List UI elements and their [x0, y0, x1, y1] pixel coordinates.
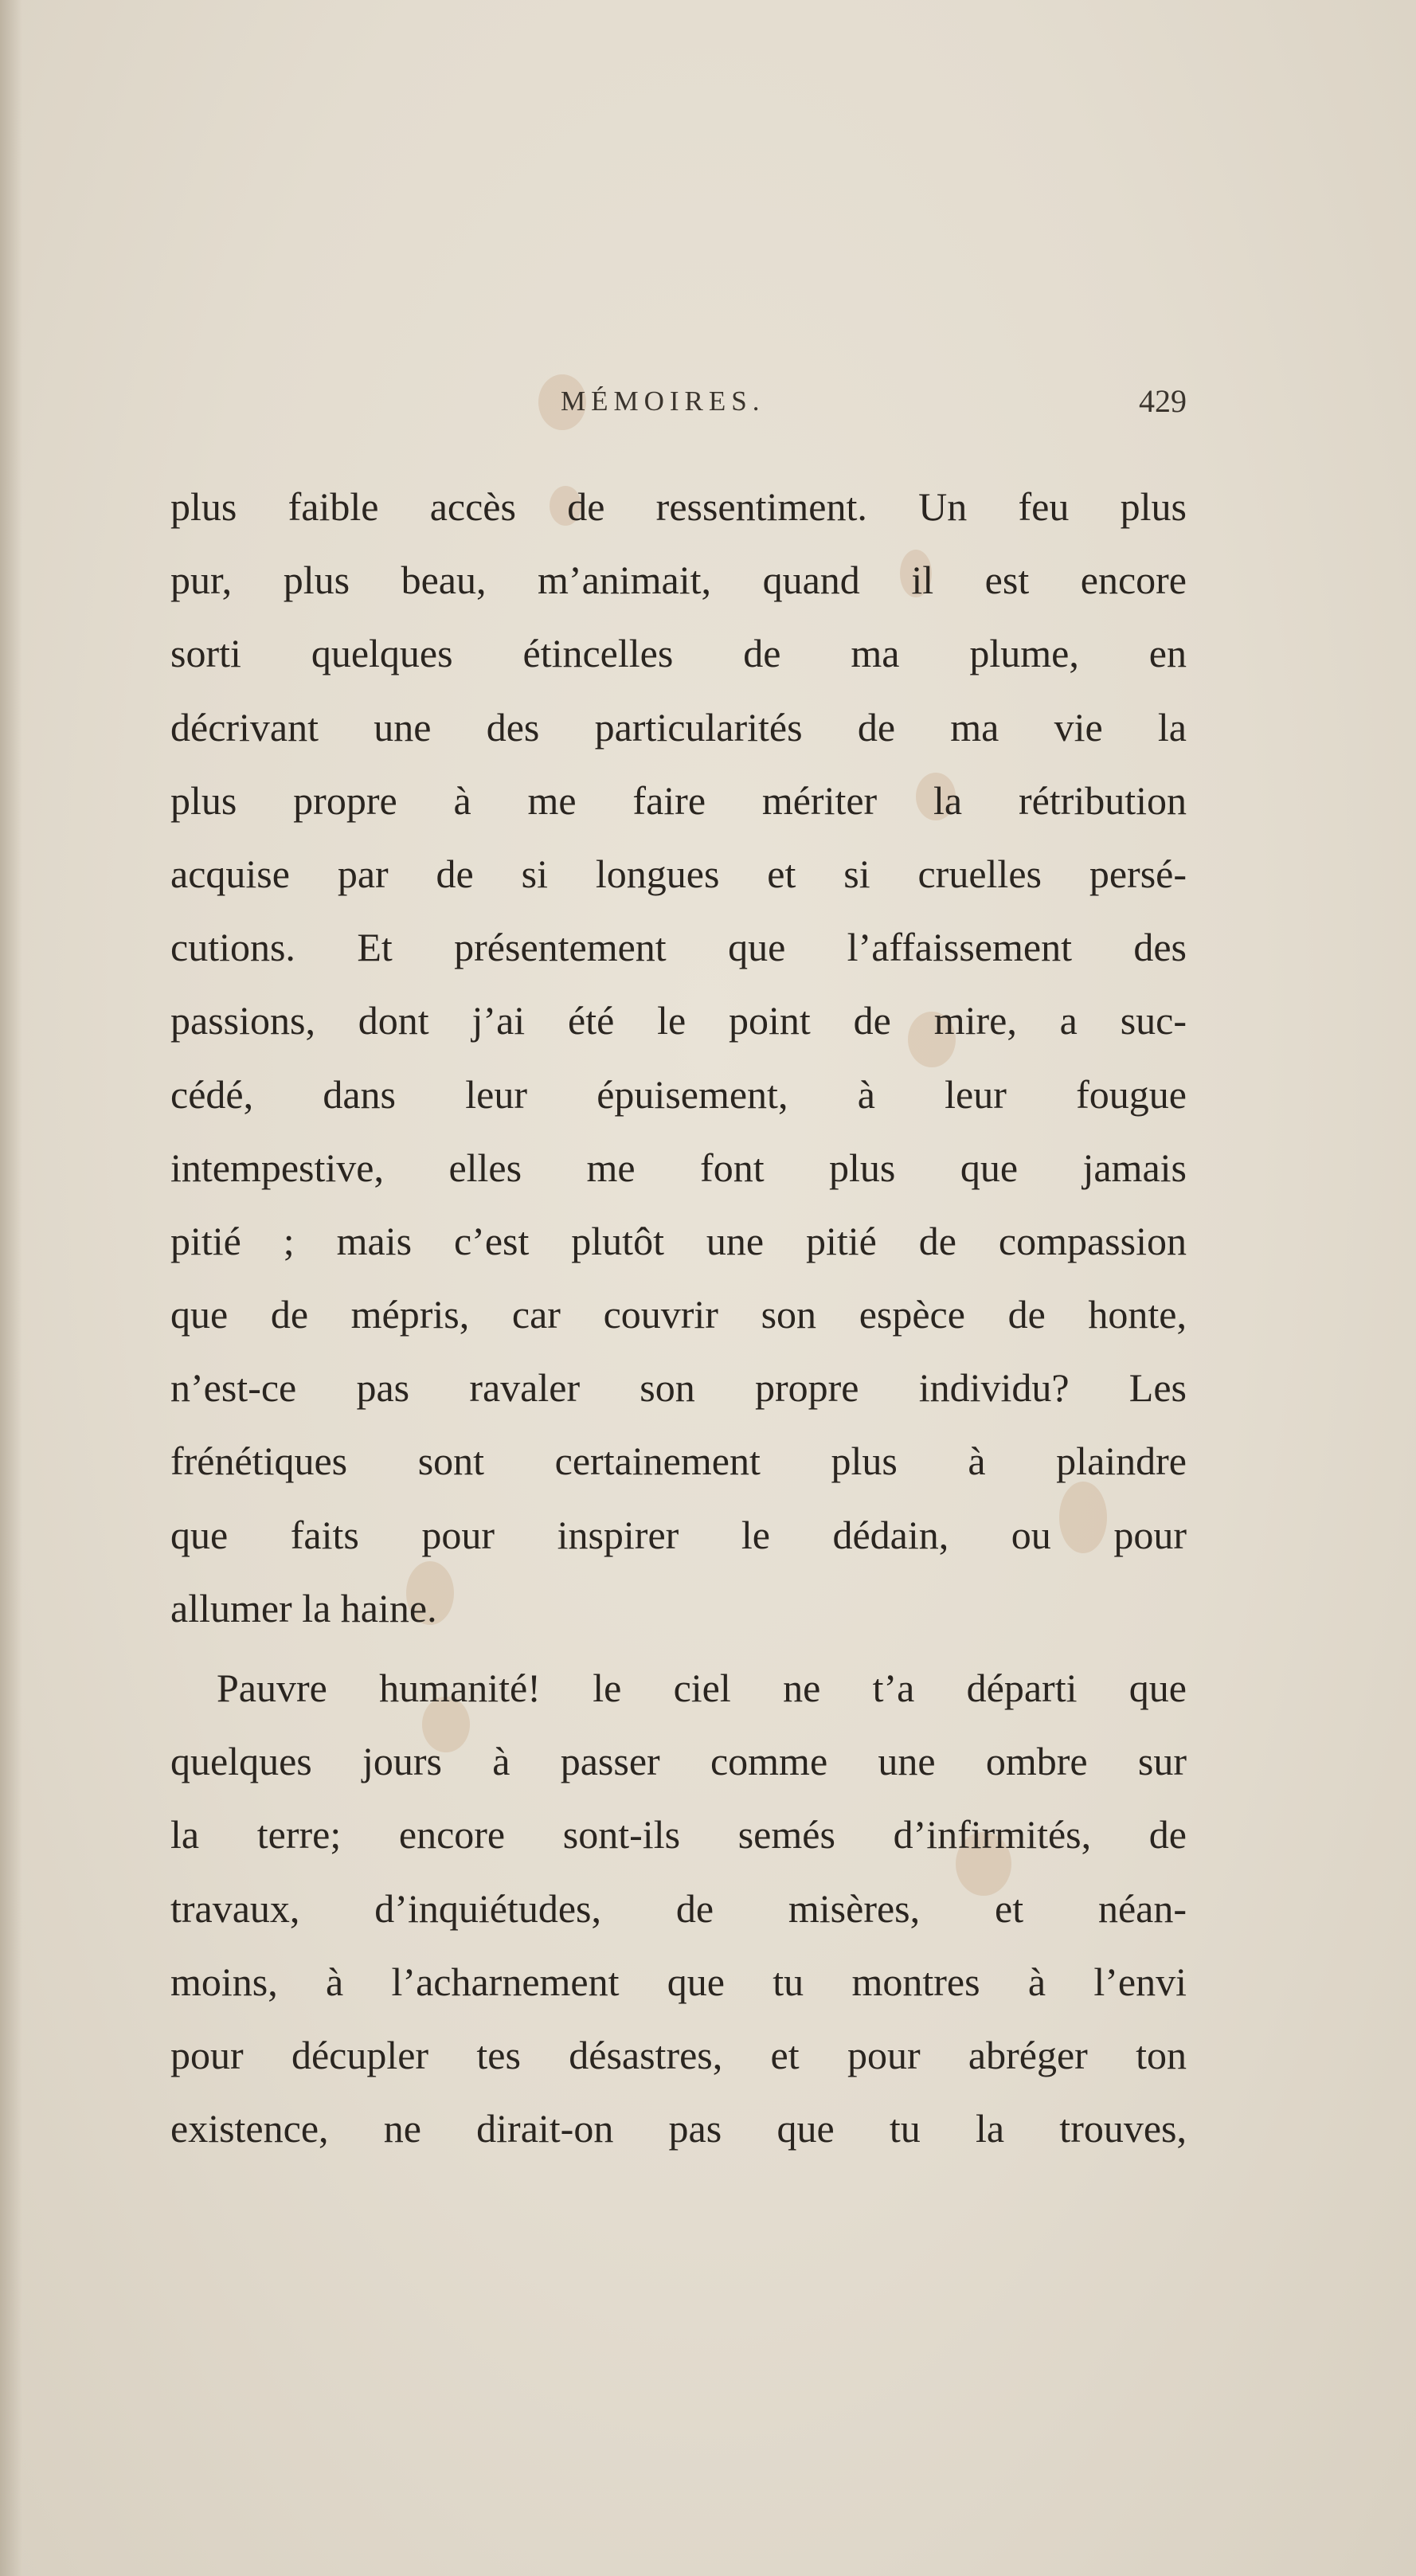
- text-line: cédé, dans leur épuisement, à leur fougue: [170, 1071, 1187, 1117]
- page-number: 429: [1139, 383, 1187, 419]
- text-line: que de mépris, car couvrir son espèce de honte,: [170, 1292, 1187, 1337]
- text-line: Pauvre humanité! le ciel ne t’a départi que: [217, 1666, 1187, 1710]
- text-line: plus faible accès de ressentiment. Un feu plus: [170, 484, 1187, 529]
- text-line: que faits pour inspirer le dédain, ou pour: [170, 1512, 1187, 1557]
- text-line: pitié ; mais c’est plutôt une pitié de compassion: [170, 1218, 1187, 1263]
- text-line: pur, plus beau, m’animait, quand il est encore: [170, 558, 1187, 603]
- paragraph-1: [170, 470, 1187, 1645]
- text-line: n’est-ce pas ravaler son propre individu? Les: [170, 1365, 1187, 1411]
- text-line: moins, à l’acharnement que tu montres à l’envi: [170, 1959, 1187, 2004]
- text-line: frénétiques sont certainement plus à plaindre: [170, 1439, 1187, 1484]
- text-line: décrivant une des particularités de ma vie la: [170, 704, 1187, 750]
- text-line: plus propre à me faire mériter la rétribution: [170, 777, 1187, 823]
- text-line: cutions. Et présentement que l’affaissement des: [170, 925, 1187, 970]
- text-line: passions, dont j’ai été le point de mire, a suc-: [170, 998, 1187, 1043]
- text-line: existence, ne dirait-on pas que tu la trouves,: [170, 2106, 1187, 2151]
- text-line: acquise par de si longues et si cruelles persé-: [170, 851, 1187, 896]
- running-title: MÉMOIRES.: [561, 386, 765, 417]
- text-line: sorti quelques étincelles de ma plume, en: [170, 631, 1187, 676]
- text-line: intempestive, elles me font plus que jamais: [170, 1145, 1187, 1190]
- text-line: la terre; encore sont-ils semés d’infirmités, de: [170, 1812, 1187, 1858]
- text-line: allumer la haine.: [170, 1585, 437, 1631]
- running-head: [170, 383, 1187, 424]
- paragraph-2: [170, 1651, 1187, 2165]
- text-line: quelques jours à passer comme une ombre sur: [170, 1739, 1187, 1784]
- text-line: travaux, d’inquiétudes, de misères, et néan-: [170, 1885, 1187, 1931]
- text-line: pour décupler tes désastres, et pour abréger ton: [170, 2032, 1187, 2077]
- page-gutter-shadow: [0, 0, 22, 2576]
